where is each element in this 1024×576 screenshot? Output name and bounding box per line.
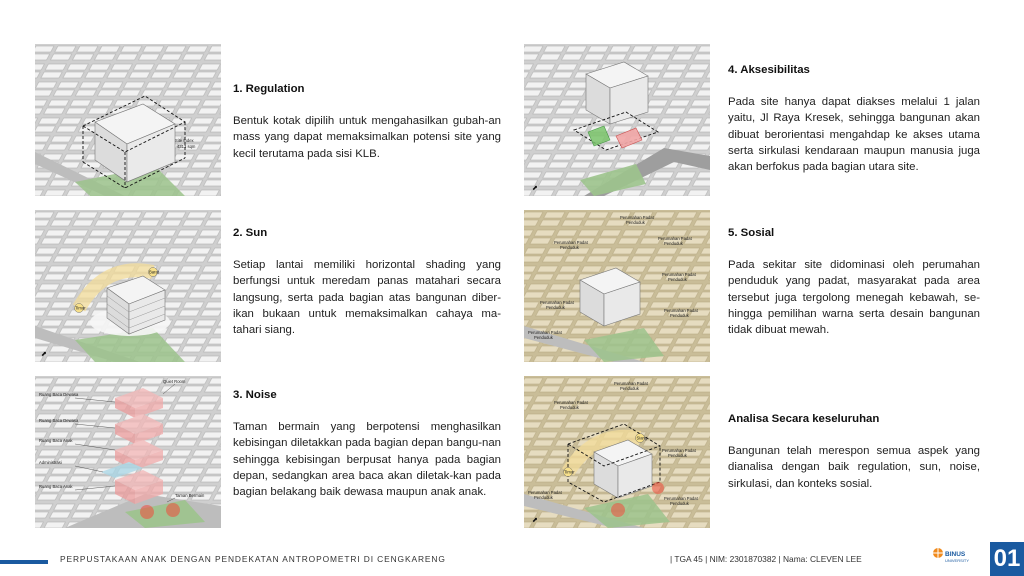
sun-west-label: Barat xyxy=(149,269,160,275)
noise-label-1: Ruang Baca Dewasa xyxy=(39,392,79,397)
section-accessibility xyxy=(728,62,980,175)
section-body: Bentuk kotak dipilih untuk mengahasilkan gubah-an mass yang dapat memaksimalkan potensi site yang kecil terutama pada sisi KLB. xyxy=(233,115,501,160)
noise-label-3: Ruang Baca Anak xyxy=(39,438,73,443)
housing-label: Perumahan Padat xyxy=(620,215,654,220)
logo-subtext: UNIVERSITY xyxy=(945,558,970,563)
housing-label: Perumahan Padat xyxy=(658,236,692,241)
section-overall xyxy=(728,411,980,492)
logo-text: BINUS xyxy=(945,551,966,558)
section-body: Setiap lantai memiliki horizontal shading yang berfungsi untuk meredam panas matahari secara langsung, serta pada bagian atas bangunan diber-ikan bukaan untuk memaksimalkan cahaya ma-tahari siang. xyxy=(233,259,501,337)
noise-label-6: Quiet Room xyxy=(163,379,186,384)
social-diagram xyxy=(524,210,710,362)
section-title: 3. Noise xyxy=(233,389,277,401)
housing-label: Perumahan Padat xyxy=(554,240,588,245)
section-social xyxy=(728,225,980,338)
accessibility-diagram xyxy=(524,44,710,196)
housing-label: Penduduk xyxy=(664,241,683,246)
north-arrow-icon: ⬈ xyxy=(532,516,538,524)
housing-label: Penduduk xyxy=(546,305,565,310)
university-logo xyxy=(930,545,978,571)
section-body: Pada sekitar site didominasi oleh perumahan penduduk yang padat, masyarakat pada area tersebut juga tergolong menegah kebawah, se-hingga pemilihan warna serta desain bangunan tidak dibuat mewah. xyxy=(728,259,980,337)
housing-label: Penduduk xyxy=(670,313,689,318)
section-body: Pada site hanya dapat diakses melalui 1 jalan yaitu, Jl Raya Kresek, sehingga bangunan akan dibuat berorientasi mengahdap ke akses utama serta sirkulasi kendaraan maupun manusia juga akan berfokus pada bagian utara site. xyxy=(728,96,980,174)
section-title: Analisa Secara keseluruhan xyxy=(728,413,880,425)
section-sun xyxy=(233,225,501,338)
housing-label: Penduduk xyxy=(620,386,639,391)
section-noise xyxy=(233,387,501,500)
housing-label: Penduduk xyxy=(668,277,687,282)
overall-diagram xyxy=(524,376,710,528)
site-area-label: 4313 sqm xyxy=(177,144,196,149)
housing-label: Penduduk xyxy=(534,495,553,500)
section-title: 1. Regulation xyxy=(233,83,305,95)
housing-label: Penduduk xyxy=(626,220,645,225)
housing-label: Perumahan Padat xyxy=(528,490,562,495)
section-body: Bangunan telah merespon semua aspek yang dianalisa dengan baik regulation, sun, noise, sirkulasi, dan konteks sosial. xyxy=(728,445,980,490)
sun-diagram xyxy=(35,210,221,362)
north-arrow-icon: ⬈ xyxy=(41,350,47,358)
housing-label: Perumahan Padat xyxy=(528,330,562,335)
housing-label: Perumahan Padat xyxy=(614,381,648,386)
sun-east-label: Timur xyxy=(75,305,86,311)
noise-diagram xyxy=(35,376,221,528)
footer-student-info: | TGA 45 | NIM: 2301870382 | Nama: CLEVEN LEE xyxy=(670,554,862,564)
housing-label: Perumahan Padat xyxy=(664,308,698,313)
footer-title: PERPUSTAKAAN ANAK DENGAN PENDEKATAN ANTROPOMETRI DI CENGKARENG xyxy=(60,554,446,564)
section-title: 2. Sun xyxy=(233,227,268,239)
section-title: 5. Sosial xyxy=(728,227,775,239)
noise-label-2: Ruang Baca Dewasa xyxy=(39,418,79,423)
housing-label: Penduduk xyxy=(534,335,553,340)
section-title: 4. Aksesibilitas xyxy=(728,64,810,76)
noise-label-7: Taman Bermain xyxy=(175,493,205,498)
housing-label: Perumahan Padat xyxy=(664,496,698,501)
regulation-diagram xyxy=(35,44,221,196)
housing-label: Perumahan Padat xyxy=(662,448,696,453)
housing-label: Perumahan Padat xyxy=(662,272,696,277)
noise-label-5: Ruang Baca Anak xyxy=(39,484,73,489)
housing-label: Penduduk xyxy=(670,501,689,506)
housing-label: Perumahan Padat xyxy=(554,400,588,405)
housing-label: Penduduk xyxy=(560,245,579,250)
noise-label-4: Administrasi xyxy=(39,460,62,465)
housing-label: Perumahan Padat xyxy=(540,300,574,305)
site-index-label: Site Index xyxy=(175,138,194,143)
sun-east-label: Timur xyxy=(564,469,575,475)
section-body: Taman bermain yang berpotensi menghasilkan kebisingan diletakkan pada bagian depan bangu-nan sehingga kebisingan berpusat hanya pada bagian depan, sedangkan area baca akan diletak-kan pada bagian belakang baik dewasa maupun anak anak. xyxy=(233,421,501,499)
footer-accent-bar xyxy=(0,560,48,564)
section-regulation xyxy=(233,81,501,162)
page-number: 01 xyxy=(990,542,1024,576)
sun-noon-label: Siang xyxy=(636,435,648,441)
housing-label: Penduduk xyxy=(668,453,687,458)
housing-label: Penduduk xyxy=(560,405,579,410)
north-arrow-icon: ⬈ xyxy=(532,184,538,192)
